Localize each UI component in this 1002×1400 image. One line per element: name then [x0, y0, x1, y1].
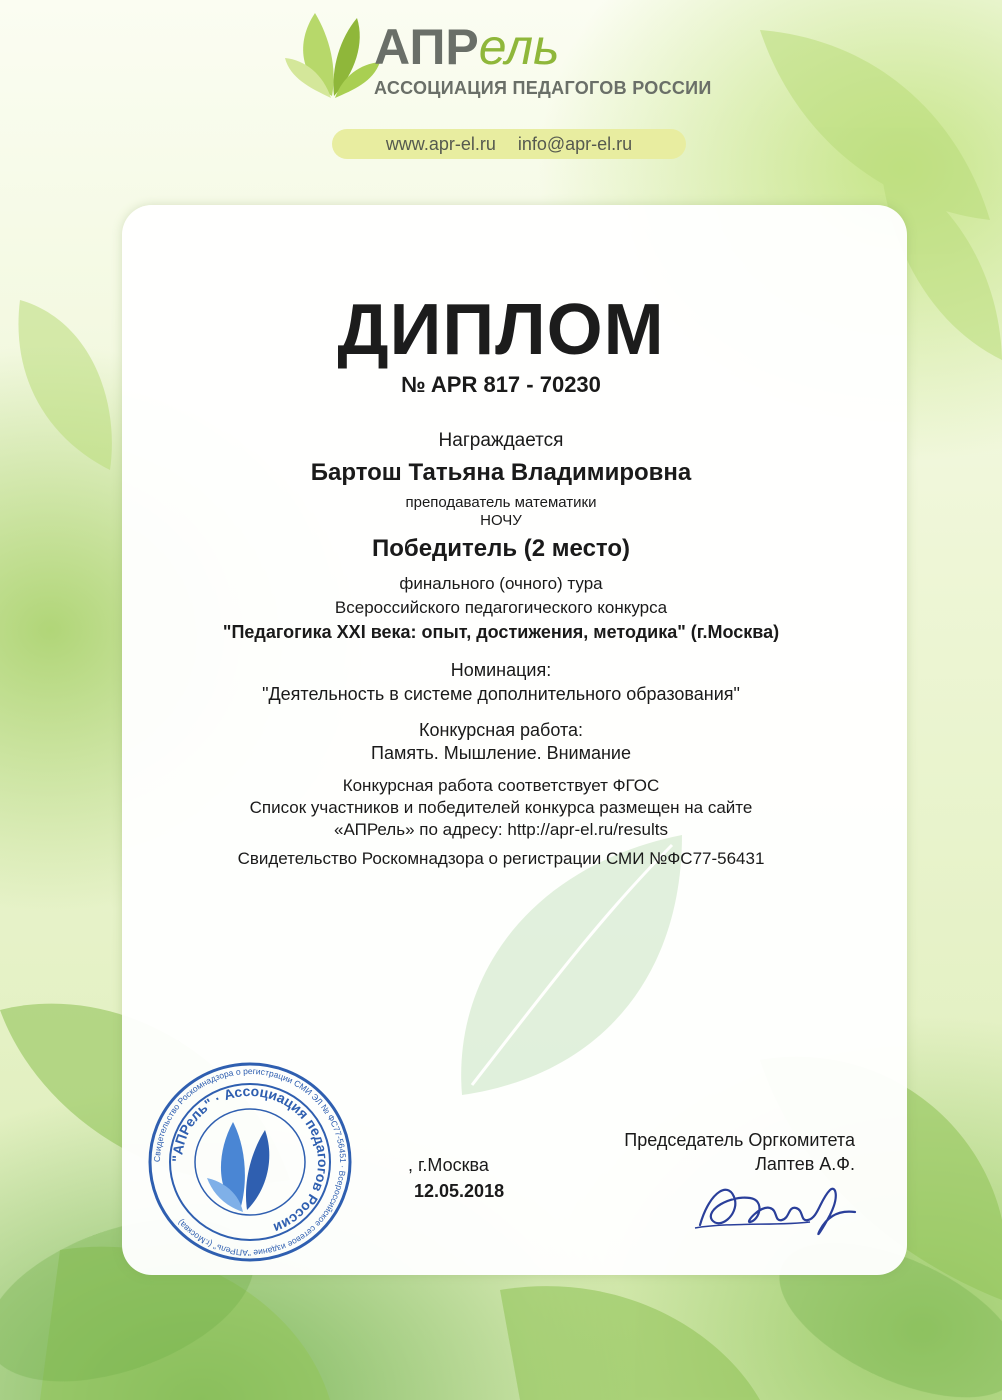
nomination-label: Номинация: [450, 660, 552, 680]
chair-signature [690, 1170, 860, 1245]
results-list-note: Список участников и победителей конкурса размещен на сайте [249, 798, 753, 817]
stamp-inner-text: "АПРель" · Ассоциация педагогов России [168, 1082, 332, 1237]
issue-date: 12.05.2018 [414, 1181, 505, 1201]
work-title: Память. Мышление. Внимание [371, 743, 631, 763]
results-address-note: «АПРель» по адресу: http://apr-el.ru/results [334, 820, 668, 839]
media-license: Свидетельство Роскомнадзора о регистрации СМИ №ФС77-56431 [237, 849, 765, 868]
organization-stamp [145, 1060, 355, 1265]
brand-tagline: АССОЦИАЦИЯ ПЕДАГОГОВ РОССИИ [374, 78, 712, 98]
nomination-value: "Деятельность в системе дополнительного образования" [262, 684, 740, 704]
awarded-label: Награждается [438, 430, 564, 451]
email-link[interactable]: info@apr-el.ru [517, 133, 633, 154]
diploma-title: ДИПЛОМ [337, 290, 665, 370]
brand-main: АПР [374, 19, 479, 75]
diploma-number: № APR 817 - 70230 [401, 372, 601, 397]
brand-logo-text [374, 19, 560, 75]
contest-tour: финального (очного) тура [399, 574, 603, 593]
recipient-organization: НОЧУ [480, 512, 522, 529]
recipient-position: преподаватель математики [405, 494, 597, 511]
issue-city: , г.Москва [408, 1155, 489, 1175]
award-place: Победитель (2 место) [371, 535, 631, 562]
contest-type: Всероссийского педагогического конкурса [334, 598, 668, 617]
work-label: Конкурсная работа: [418, 720, 584, 740]
brand-accent: ель [478, 19, 560, 75]
contact-bar [332, 129, 686, 159]
stamp-outer-text: Свидетельство Роскомнадзора о регистрации СМИ ЭЛ № ФС77-56451 · Всероссийское сетевое издание "АПРель" (г.Москва) [151, 1065, 349, 1259]
chair-name: Лаптев А.Ф. [755, 1154, 855, 1174]
fgos-note: Конкурсная работа соответствует ФГОС [342, 776, 660, 795]
apr-el-leaf-logo-icon [285, 8, 380, 103]
chair-title: Председатель Оргкомитета [624, 1130, 855, 1150]
recipient-name: Бартош Татьяна Владимировна [310, 459, 692, 486]
contest-name: "Педагогика XXI века: опыт, достижения, методика" (г.Москва) [222, 622, 780, 642]
website-link[interactable]: www.apr-el.ru [385, 133, 496, 154]
